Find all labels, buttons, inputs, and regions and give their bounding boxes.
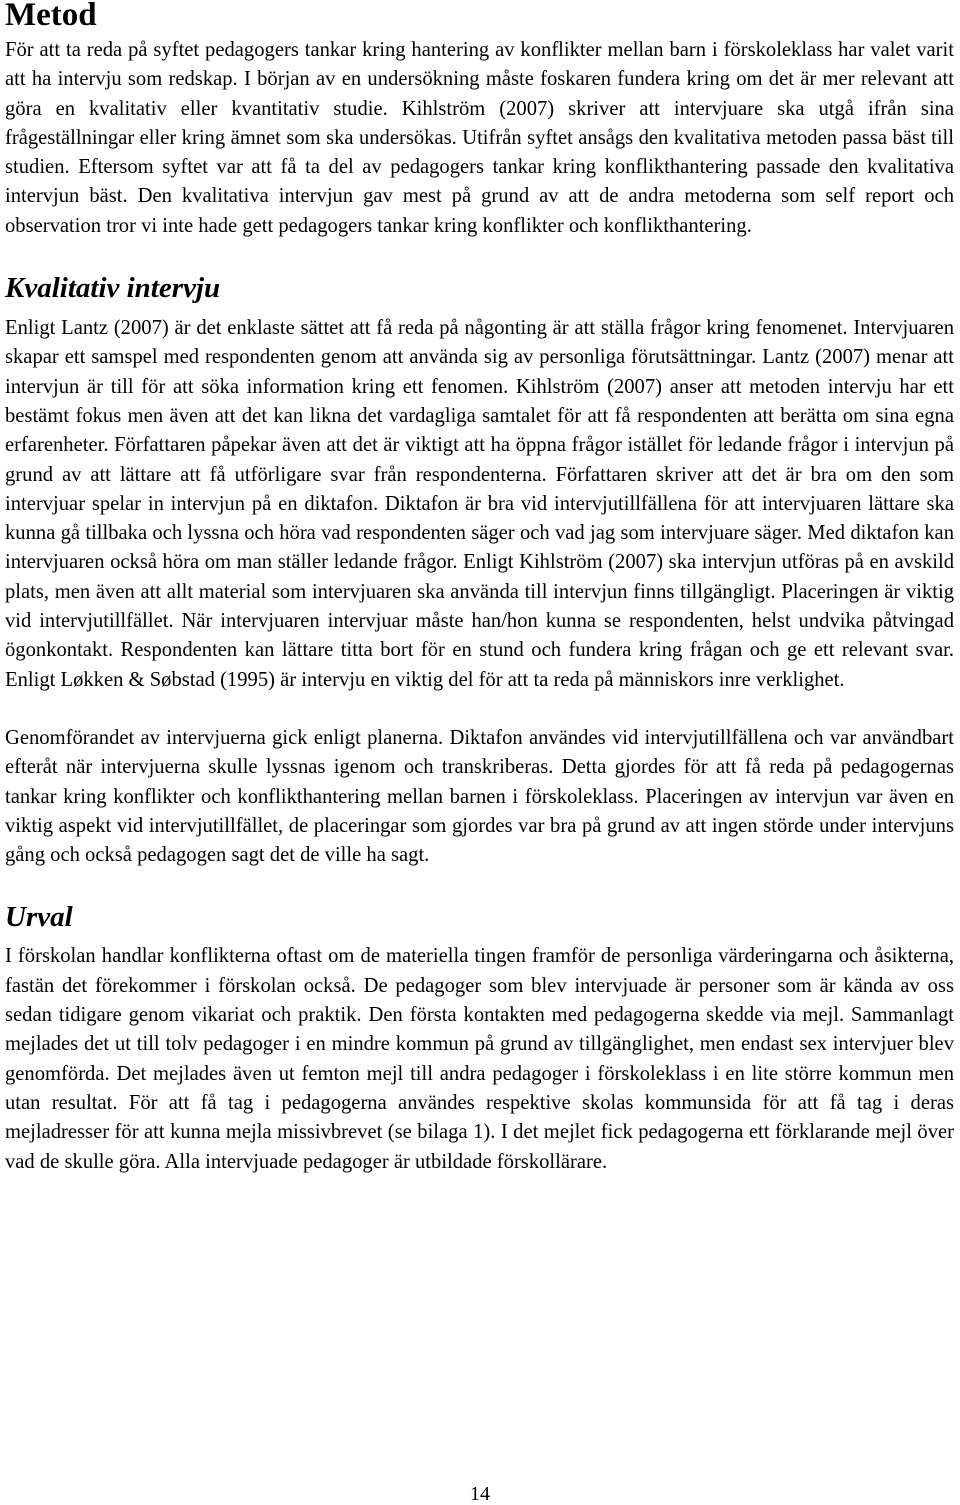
paragraph-urval: I förskolan handlar konflikterna oftast om de materiella tingen framför de personliga värderingarna och åsikterna, fastän det förekommer i förskolan också. De pedagoger som blev intervjuade är personer som är kända av oss sedan tidigare genom vikariat och praktik. Den första kontakten med pedagogerna skedde via mejl. Sammanlagt mejlades det ut till tolv pedagoger i en mindre kommun på grund av tillgänglighet, men endast sex intervjuer blev genomförda. Det mejlades även ut femton mejl till andra pedagoger i förskoleklass i en lite större kommun men utan resultat. För att få tag i pedagogerna användes respektive skolas kommunsida för att få tag i deras mejladresser för att kunna mejla missivbrevet (se bilaga 1). I det mejlet fick pedagogerna ett förklarande mejl över vad de skulle göra. Alla intervjuade pedagoger är utbildade förskollärare.: [5, 945, 954, 1173]
heading-urval: Urval: [5, 901, 73, 934]
section-metod: [5, 0, 954, 241]
paragraph-kvalitativ-intervju-1: Enligt Lantz (2007) är det enklaste sättet att få reda på någonting är att ställa frågor kring fenomenet. Intervjuaren skapar ett samspel med respondenten genom att använda sig av personliga förutsättningar. Lantz (2007) menar att intervjun är till för att söka information kring ett fenomen. Kihlström (2007) anser att metoden intervju har ett bestämt fokus men även att det kan likna det vardagliga samtalet för att få respondenten att berätta om sina egna erfarenheter. Författaren påpekar även att det är viktigt att ha öppna frågor istället för ledande frågor i intervjun på grund av att lättare att få utförligare svar från respondenterna. Författaren skriver att det är bra om den som intervjuar spelar in intervjun på en diktafon. Diktafon är bra vid intervjutillfällena för att intervjuaren lättare ska kunna gå tillbaka och lyssna och höra vad respondenten säger och vad jag som intervjuare säger. Med diktafon kan intervjuaren också höra om man ställer ledande frågor. Enligt Kihlström (2007) ska intervjun utföras på en avskild plats, men även att allt material som intervjuaren ska använda till intervjun finns tillgängligt. Placeringen är viktig vid intervjutillfället. När intervjuaren intervjuar måste han/hon kunna se respondenten, helst undvika påtvingad ögonkontakt. Respondenten kan lättare titta bort för en stund och fundera kring frågan och ge ett relevant svar. Enligt Løkken & Søbstad (1995) är intervju en viktig del för att ta reda på människors inre verklighet.: [5, 317, 954, 691]
section-kvalitativ-intervju: [5, 271, 954, 870]
paragraph-kvalitativ-intervju-2: Genomförandet av intervjuerna gick enligt planerna. Diktafon användes vid intervjutillfällena och var användbart efteråt när intervjuerna skulle lyssnas igenom och transkriberas. Detta gjordes för att få reda på pedagogernas tankar kring konflikter och konflikthantering mellan barnen i förskoleklass. Placeringen av intervjun var även en viktig aspekt vid intervjutillfället, de placeringar som gjordes var bra på grund av att ingen störde under intervjuns gång och också pedagogen sagt det de ville ha sagt.: [5, 726, 954, 867]
page-number: 14: [470, 1483, 490, 1505]
section-urval: [5, 900, 954, 1176]
heading-kvalitativ-intervju: Kvalitativ intervju: [5, 272, 221, 305]
heading-metod: Metod: [5, 0, 97, 33]
paragraph-metod: För att ta reda på syftet pedagogers tankar kring hantering av konflikter mellan barn i förskoleklass har valet varit att ha intervju som redskap. I början av en undersökning måste foskaren fundera kring om det är mer relevant att göra en kvalitativ eller kvantitativ studie. Kihlström (2007) skriver att intervjuare ska utgå ifrån sina frågeställningar eller kring ämnet som ska undersökas. Utifrån syftet ansågs den kvalitativa metoden passa bäst till studien. Eftersom syftet var att få ta del av pedagogers tankar kring konflikthantering passade den kvalitativa intervjun bäst. Den kvalitativa intervjun gav mest på grund av att de andra metoderna som self report och observation tror vi inte hade gett pedagogers tankar kring konflikter och konflikthantering.: [5, 39, 954, 237]
